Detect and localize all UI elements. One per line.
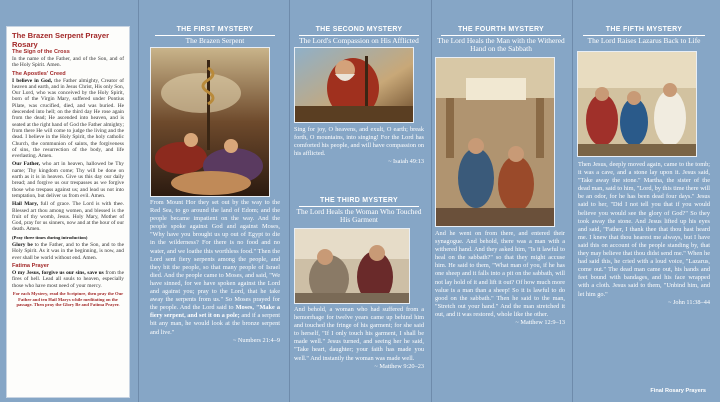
scripture-citation: ~ Numbers 21:4–9 xyxy=(232,336,280,344)
first-mystery-header xyxy=(148,26,282,45)
mystery-title: The Brazen Serpent xyxy=(185,36,245,45)
scripture-citation: ~ John 11:38–44 xyxy=(667,298,710,306)
mystery-number: THE SECOND MYSTERY xyxy=(315,26,403,33)
fold-crease xyxy=(572,0,573,402)
mystery-number: THE THIRD MYSTERY xyxy=(320,197,398,204)
scripture-text: And he went on from there, and entered their synagogue. And behold, there was a man with a withered hand. And they asked him, "Is it lawful to heal on the sabbath?" so that they might accuse him. He said to them, "What man of you, if he has one sheep and it falls into a pit on the sabbath, will not lay hold of it and lift it out? Of how much more value is a man than a sheep! So it is lawful to do good on the sabbath." Then he said to the man, "Stretch out your hand." And the man stretched it out, and it was restored, whole like the other. xyxy=(435,230,565,318)
mystery-title: The Lord's Compassion on His Afflicted xyxy=(299,36,419,45)
scripture-text: From Mount Hor they set out by the way to the Red Sea, to go around the land of Edom; and the people became impatient on the way. And the people spoke against God and against Moses, "Why have you brought us up out of Egypt to die in the wilderness? For there is no food and no water, and we loathe this worthless food." Then the Lord sent fiery serpents among the people, and they bit the people, so that many people of Israel died. And the people came to Moses, and said, "We have sinned, for we have spoken against the Lord and against you; pray to the Lord, that he take away the serpents from us." So Moses prayed for the people. And the Lord said to xyxy=(150,199,280,312)
second-mystery-header xyxy=(292,26,426,45)
moses-painting xyxy=(294,47,414,123)
hail-mary-text: full of grace. The Lord is with thee. Blessed art thou among women, and blessed is the fruit of thy womb, Jesus. Holy Mary, Mother of God, pray for us sinners, now and at the hour of our death. Amen. xyxy=(12,201,124,233)
fatima-text: from the fires of hell. Lead all souls to heaven, especially those who have most need of your mercy. xyxy=(12,270,124,289)
glory-lead: Glory be xyxy=(12,242,33,249)
fatima-lead: O my Jesus, forgive us our sins, save us xyxy=(12,270,104,277)
prayer-panel xyxy=(6,26,130,398)
second-mystery-text xyxy=(294,126,424,166)
mystery-number: THE FIFTH MYSTERY xyxy=(605,26,683,33)
sign-heading: The Sign of the Cross xyxy=(12,49,70,55)
mystery-title: The Lord Raises Lazarus Back to Life xyxy=(587,36,701,45)
hail-mary-note: (Pray three times during introduction) xyxy=(12,234,88,240)
our-father-lead: Our Father, xyxy=(12,161,41,168)
mystery-title: The Lord Heals the Woman Who Touched His Garment xyxy=(296,207,422,225)
fatima-paragraph xyxy=(12,270,124,289)
creed-paragraph xyxy=(12,78,124,160)
brazen-serpent-painting xyxy=(150,47,270,197)
glory-text: to the Father, and to the Son, and to the Holy Spirit. As it was in the beginning, is now, and ever shall be world without end. Amen. xyxy=(12,242,125,261)
scripture-citation: ~ Matthew 12:9–13 xyxy=(515,319,565,327)
creed-heading: The Apostles' Creed xyxy=(12,70,66,77)
our-father-paragraph xyxy=(12,161,124,199)
scripture-text: Then Jesus, deeply moved again, came to the tomb; it was a cave, and a stone lay upon it. Jesus said, "Take away the stone." Martha, the sister of the dead man, said to him, "Lord, by this time there will be an odor, for he has been dead four days." Jesus said to her, "Did I not tell you that if you would believe you would see the glory of God?" So they took away the stone. And Jesus lifted up his eyes and said, "Father, I thank thee that thou hast heard me. I knew that thou hearest me always, but I have said this on account of the people standing by, that they may believe that thou didst send me." When he had said this, he cried with a loud voice, "Lazarus, come out." The dead man came out, his hands and feet bound with bandages, and his face wrapped with a cloth. Jesus said to them, "Unbind him, and let him go." xyxy=(578,161,710,298)
scripture-bold-text: Moses, "Make a fiery serpent, and set it on a pole; xyxy=(150,304,281,320)
first-mystery-text xyxy=(150,199,280,345)
third-mystery-header xyxy=(292,197,426,225)
mystery-number: THE FOURTH MYSTERY xyxy=(457,26,545,33)
lazarus-painting xyxy=(577,51,697,157)
fatima-heading: Fatima Prayer xyxy=(12,263,50,270)
scripture-text-end: and if a serpent bit any man, he would look at the bronze serpent and live." xyxy=(150,312,281,336)
scripture-text: Sing for joy, O heavens, and exult, O earth; break forth, O mountains, into singing! For the Lord has comforted his people, and will have compassion on his afflicted. xyxy=(294,126,424,158)
third-mystery-text xyxy=(294,306,424,371)
mystery-number: THE FIRST MYSTERY xyxy=(176,26,254,33)
glory-paragraph xyxy=(12,242,124,261)
sign-text: In the name of the Father, and of the Son, and of the Holy Spirit. Amen. xyxy=(12,56,124,69)
fold-crease xyxy=(289,0,290,402)
rosary-title: The Brazen Serpent Prayer Rosary xyxy=(12,31,110,49)
instructions-footer: For each Mystery, read the Scripture, then pray the Our Father and ten Hail Marys while meditating on the passage. Then pray the Glory Be and Fatima Prayer. xyxy=(12,290,124,308)
scripture-citation: ~ Isaiah 49:13 xyxy=(388,158,424,166)
hail-mary-lead: Hail Mary, xyxy=(12,201,39,208)
fourth-mystery-header xyxy=(434,26,568,54)
creed-text: the Father almighty, Creator of heaven and earth, and in Jesus Christ, His only Son, Our Lord, who was conceived by the Holy Spirit, born of the Virgin Mary, suffered under Pontius Pilate, was crucified, died, and was buried. He descended into hell; on the third day He rose again from the dead; He ascended into heaven, and is seated at the right hand of God the Father almighty; from there He will come to judge the living and the dead. I believe in the Holy Spirit, the holy catholic Church, the communion of saints, the forgiveness of sins, the resurrection of the body, and life everlasting. Amen. xyxy=(12,77,124,160)
fold-crease xyxy=(431,0,432,402)
withered-hand-painting xyxy=(435,57,555,227)
brand-footer: Final Rosary Prayers xyxy=(650,388,706,394)
mystery-title: The Lord Heals the Man with the Withered Hand on the Sabbath xyxy=(437,36,565,54)
fifth-mystery-header xyxy=(576,26,712,45)
fourth-mystery-text xyxy=(435,230,565,327)
fifth-mystery-text xyxy=(578,161,710,307)
fold-crease xyxy=(138,0,139,402)
creed-lead: I believe in God, xyxy=(12,77,53,84)
woman-touches-garment-painting xyxy=(294,228,410,304)
scripture-citation: ~ Matthew 9:20–23 xyxy=(374,362,424,370)
hail-mary-paragraph xyxy=(12,201,124,232)
scripture-text: And behold, a woman who had suffered from a hemorrhage for twelve years came up behind him and touched the fringe of his garment; for she said to herself, "If I only touch his garment, I shall be made well." Jesus turned, and seeing her he said, "Take heart, daughter; your faith has made you well." And instantly the woman was made well. xyxy=(294,306,424,362)
our-father-text: who art in heaven, hallowed be Thy name; Thy kingdom come; Thy will be done on earth as it is in heaven. Give us this day our daily bread; and forgive us our trespasses as we forgive those who trespass against us; and lead us not into temptation, but deliver us from evil. Amen. xyxy=(12,161,124,199)
